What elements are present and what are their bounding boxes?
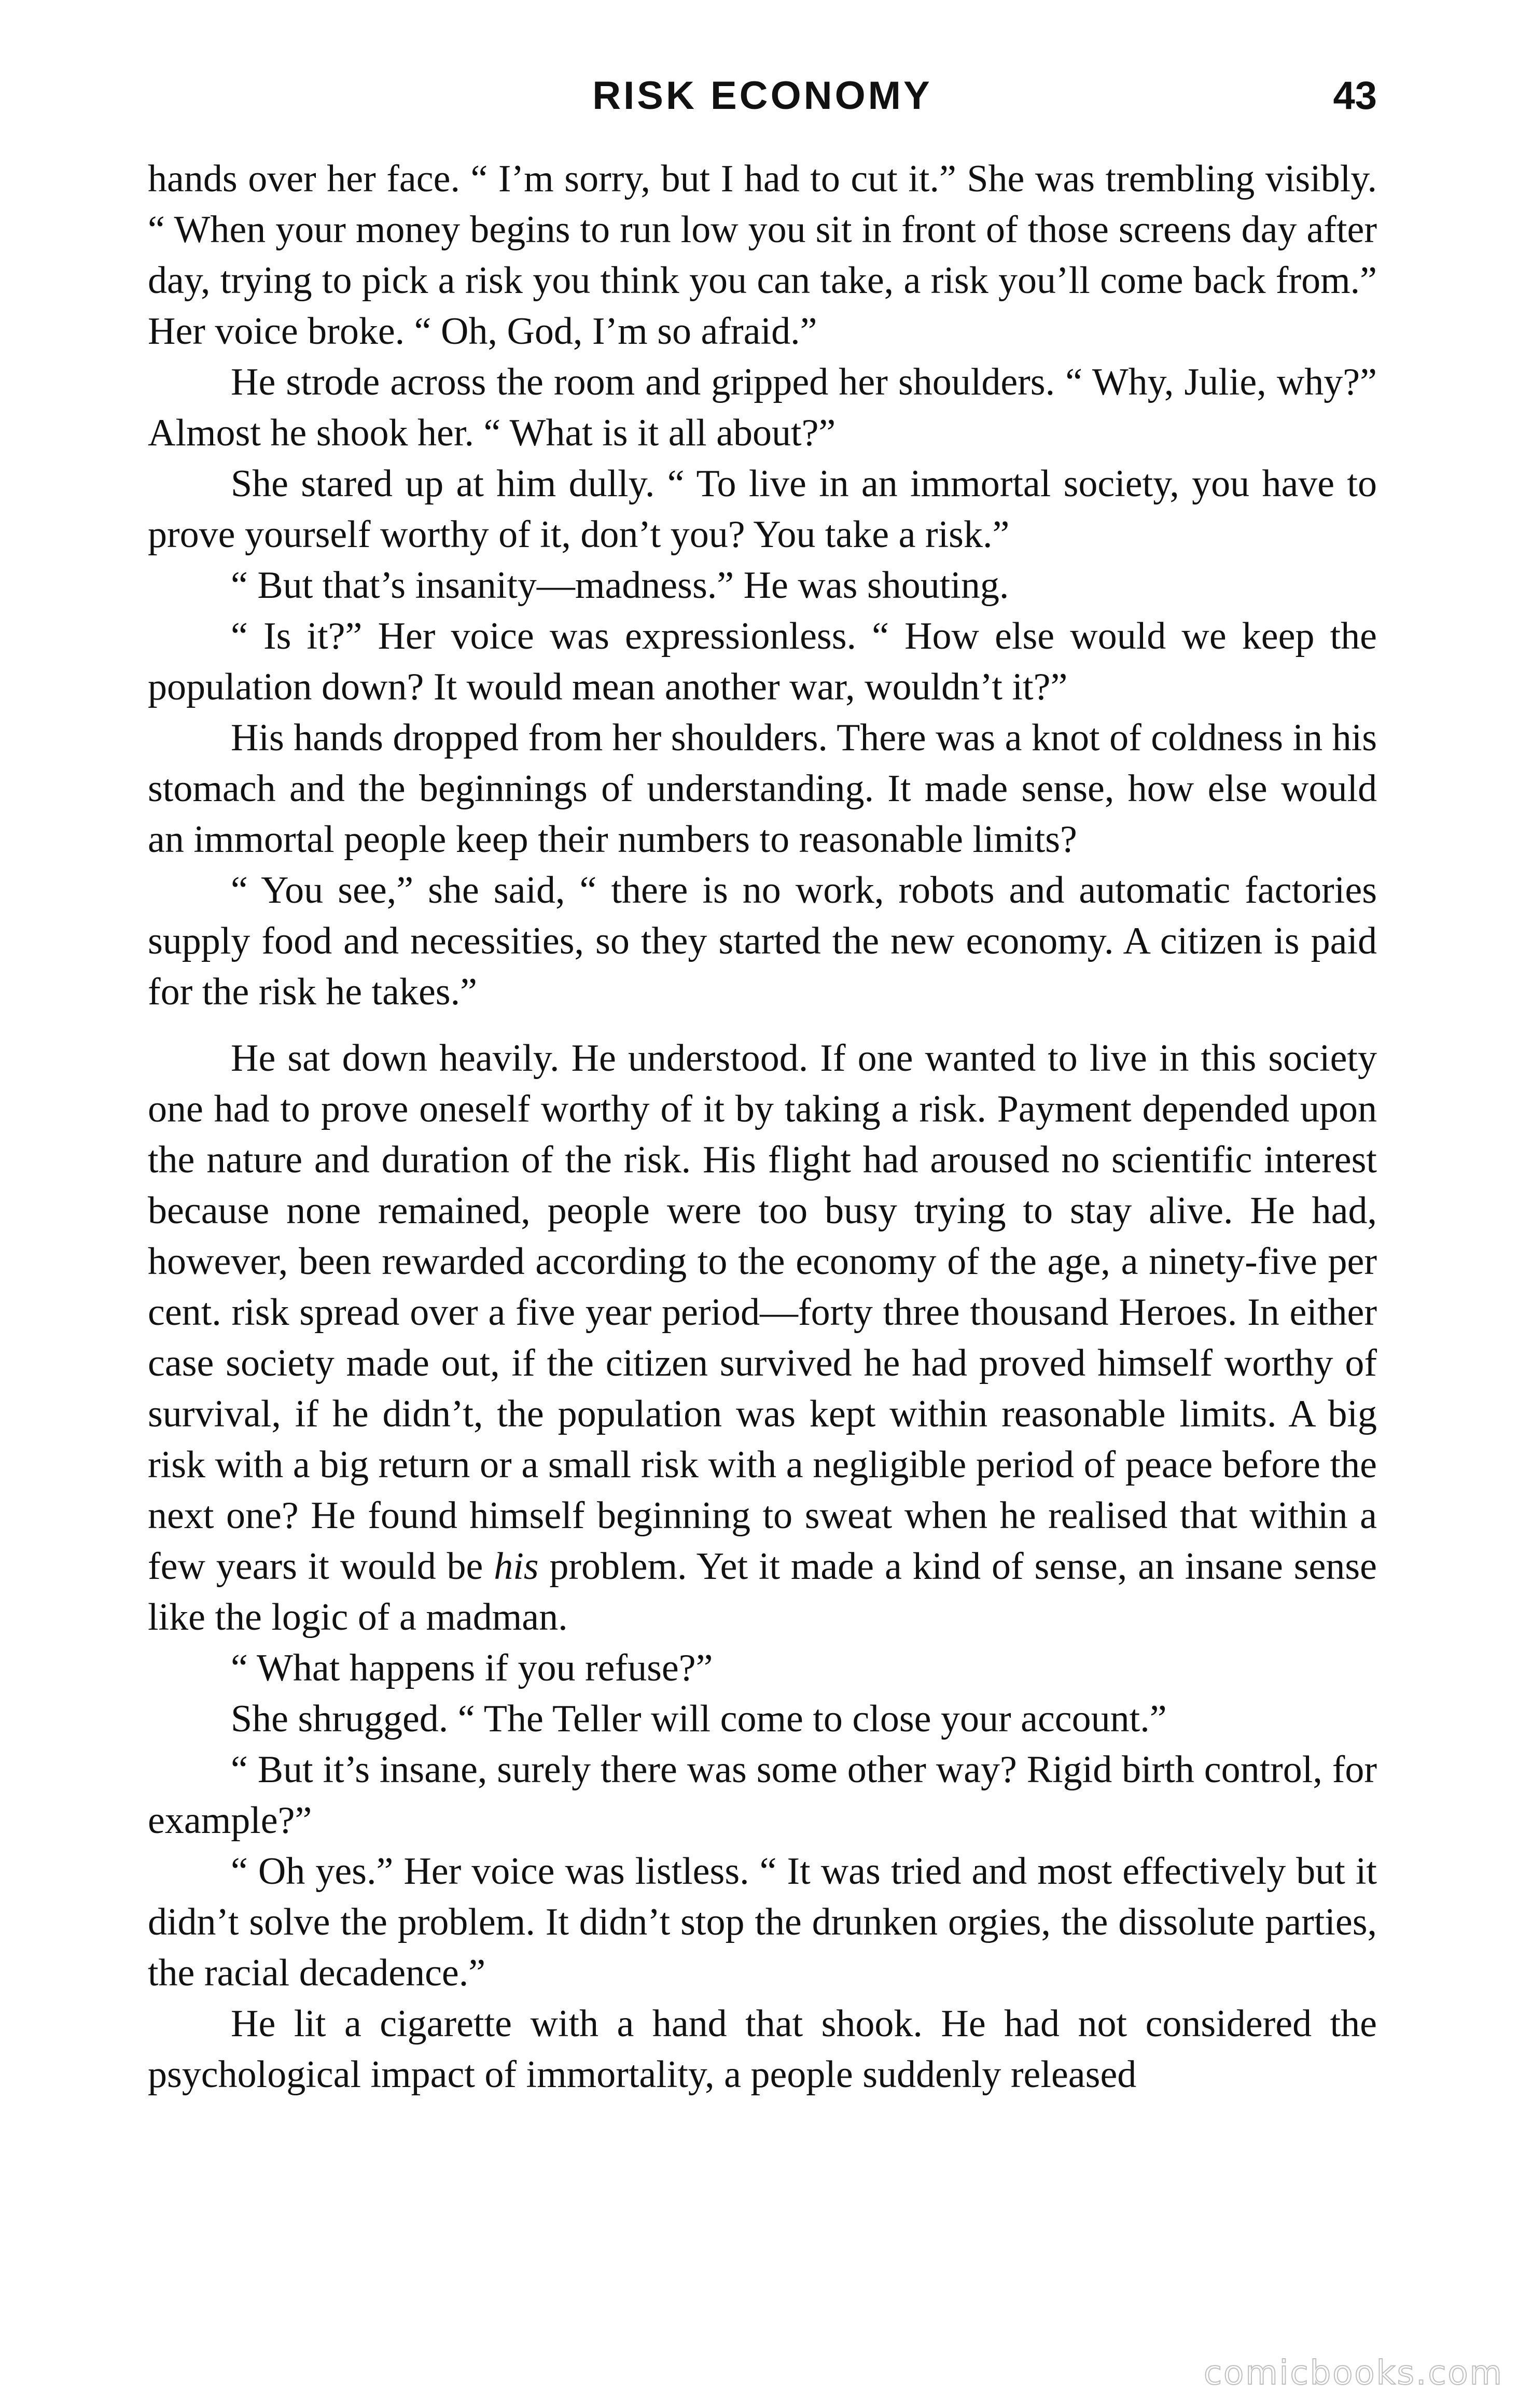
paragraph: He strode across the room and gripped her shoulders. “ Why, Julie, why?” Almost he shook her. “ What is it all about?” [148,361,1377,454]
page-number: 43 [1333,74,1377,118]
paragraph: “ Is it?” Her voice was expressionless. “ How else would we keep the population down? It would mean another war, wouldn’t it?” [148,615,1377,708]
paragraph: His hands dropped from her shoulders. There was a knot of coldness in his stomach and the beginnings of understanding. It made sense, how else would an immortal people keep their numbers to reasonable limits? [148,717,1377,861]
paragraph: “ But that’s insanity—madness.” He was shouting. [231,564,1009,607]
paragraph: “ You see,” she said, “ there is no work, robots and automatic factories supply food and necessities, so they started the new economy. A citizen is paid for the risk he takes.” [148,869,1377,1013]
page-header [148,67,1377,124]
paragraph: “ What happens if you refuse?” [231,1647,713,1689]
paragraph: “ But it’s insane, surely there was some other way? Rigid birth control, for example?” [148,1748,1377,1842]
paragraph: She shrugged. “ The Teller will come to close your account.” [231,1698,1167,1740]
emphasized-word: his [494,1545,539,1588]
paragraph: He lit a cigarette with a hand that shook. He had not considered the psychological impact of immortality, a people suddenly released [148,2003,1377,2096]
paragraph: She stared up at him dully. “ To live in an immortal society, you have to prove yourself worthy of it, don’t you? You take a risk.” [148,463,1377,556]
running-head: RISK ECONOMY [592,74,932,118]
paragraph-with-emphasis [148,1033,1377,1643]
watermark: comicbooks.com [1203,2354,1503,2392]
paragraph-text: problem. Yet it made a kind of sense, an insane sense like the logic of a madman. [148,1545,1377,1639]
paragraph: “ Oh yes.” Her voice was listless. “ It was tried and most effectively but it didn’t solve the problem. It didn’t stop the drunken orgies, the dissolute parties, the racial decadence.” [148,1850,1377,1994]
paragraph: hands over her face. “ I’m sorry, but I had to cut it.” She was trembling visibly. “ When your money begins to run low you sit in front of those screens day after day, trying to pick a risk you think you can take, a risk you’ll come back from.” Her voice broke. “ Oh, God, I’m so afraid.” [148,158,1377,353]
paragraph-text: He sat down heavily. He understood. If one wanted to live in this society one had to prove oneself worthy of it by taking a risk. Payment depended upon the nature and duration of the risk. His flight had aroused no scientific interest because none remained, people were too busy trying to stay alive. He had, however, been rewarded according to the economy of the age, a ninety-five per cent. risk spread over a five year period—forty three thousand Heroes. In either case society made out, if the citizen survived he had proved himself worthy of survival, if he didn’t, the population was kept within reasonable limits. A big risk with a big return or a small risk with a negligible period of peace before the next one? He found himself beginning to sweat when he realised that within a few years it would be [148,1037,1377,1588]
body-text [148,153,1377,2100]
